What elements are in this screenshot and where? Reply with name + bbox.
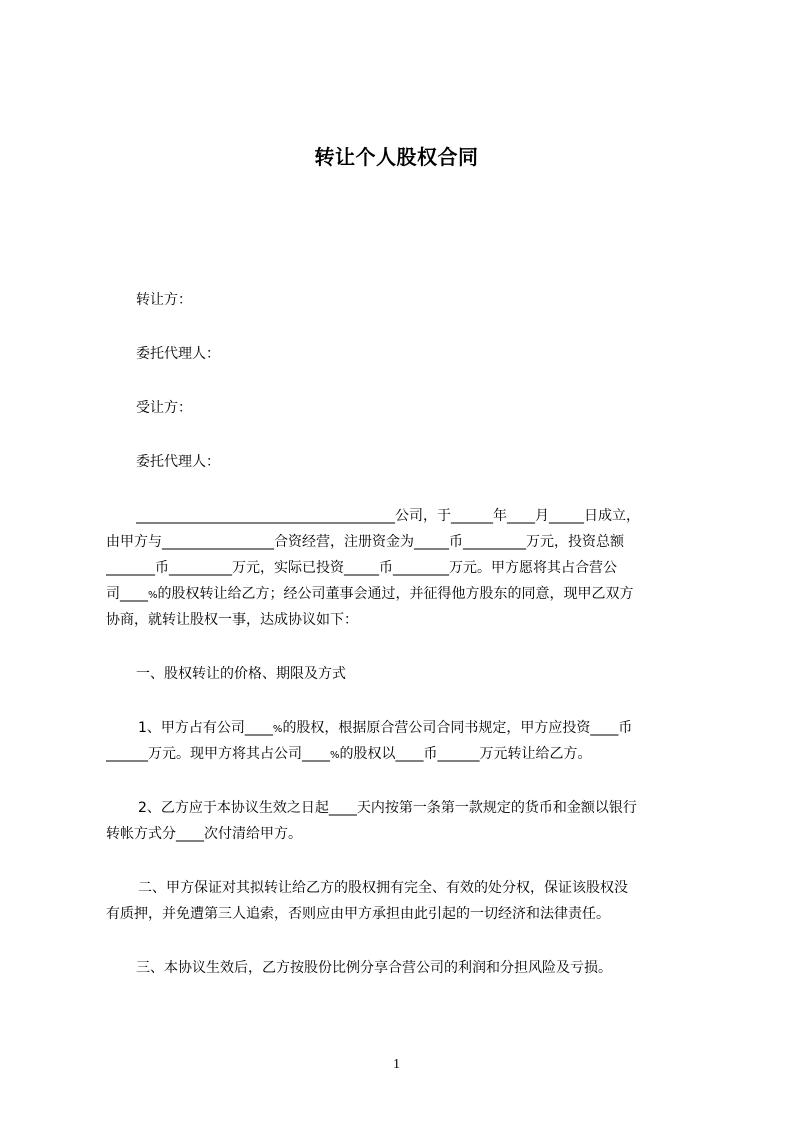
preamble-line: _______币_________万元，实际已投资_____币________万元。甲方愿将其占合营公: [106, 560, 617, 576]
percent-sign: %: [148, 590, 158, 601]
text-run: 的股权转让给乙方；经公司董事会通过，并征得他方股东的同意，现甲乙双方: [157, 586, 634, 602]
clause-line: [106, 744, 716, 766]
clause-line: 2、乙方应于本协议生效之日起____天内按第一条第一款规定的货币和金额以银行: [138, 800, 637, 816]
clause-line: 转帐方式分____次付清给甲方。: [106, 826, 302, 842]
transferor-label: 转让方：: [136, 292, 192, 308]
clause-line: [138, 718, 716, 740]
preamble-line: 协商，就转让股权一事，达成协议如下：: [106, 612, 358, 628]
preamble-line: _____________________________________公司，于______年____月_____日成立，: [136, 508, 640, 524]
page-number: 1: [393, 1057, 400, 1072]
transferor-agent-label: 委托代理人：: [136, 346, 220, 362]
transferee-label: 受让方：: [136, 400, 192, 416]
clause-line: 三、本协议生效后，乙方按股份比例分享合营公司的利润和分担风险及亏损。: [136, 960, 612, 976]
text-run: 1、甲方占有公司____: [138, 720, 273, 736]
clause-line: 有质押，并免遭第三人追索，否则应由甲方承担由此引起的一切经济和法律责任。: [106, 906, 610, 922]
section-heading: 一、股权转让的价格、期限及方式: [136, 666, 346, 682]
preamble-line: [106, 584, 716, 606]
text-run: ______万元。现甲方将其占公司____: [106, 746, 330, 762]
percent-sign: %: [330, 750, 340, 761]
clause-line: 二、甲方保证对其拟转让给乙方的股权拥有完全、有效的处分权，保证该股权没: [138, 880, 628, 896]
text-run: 的股权以____币______万元转让给乙方。: [339, 746, 592, 762]
page-title: 转让个人股权合同: [314, 145, 479, 169]
text-run: 的股权，根据原合营公司合同书规定，甲方应投资____币: [282, 720, 633, 736]
transferee-agent-label: 委托代理人：: [136, 454, 220, 470]
text-run: 司____: [106, 586, 148, 602]
percent-sign: %: [272, 724, 283, 735]
preamble-line: 由甲方与________________合资经营，注册资金为_____币_________万元，投资总额: [106, 534, 624, 550]
